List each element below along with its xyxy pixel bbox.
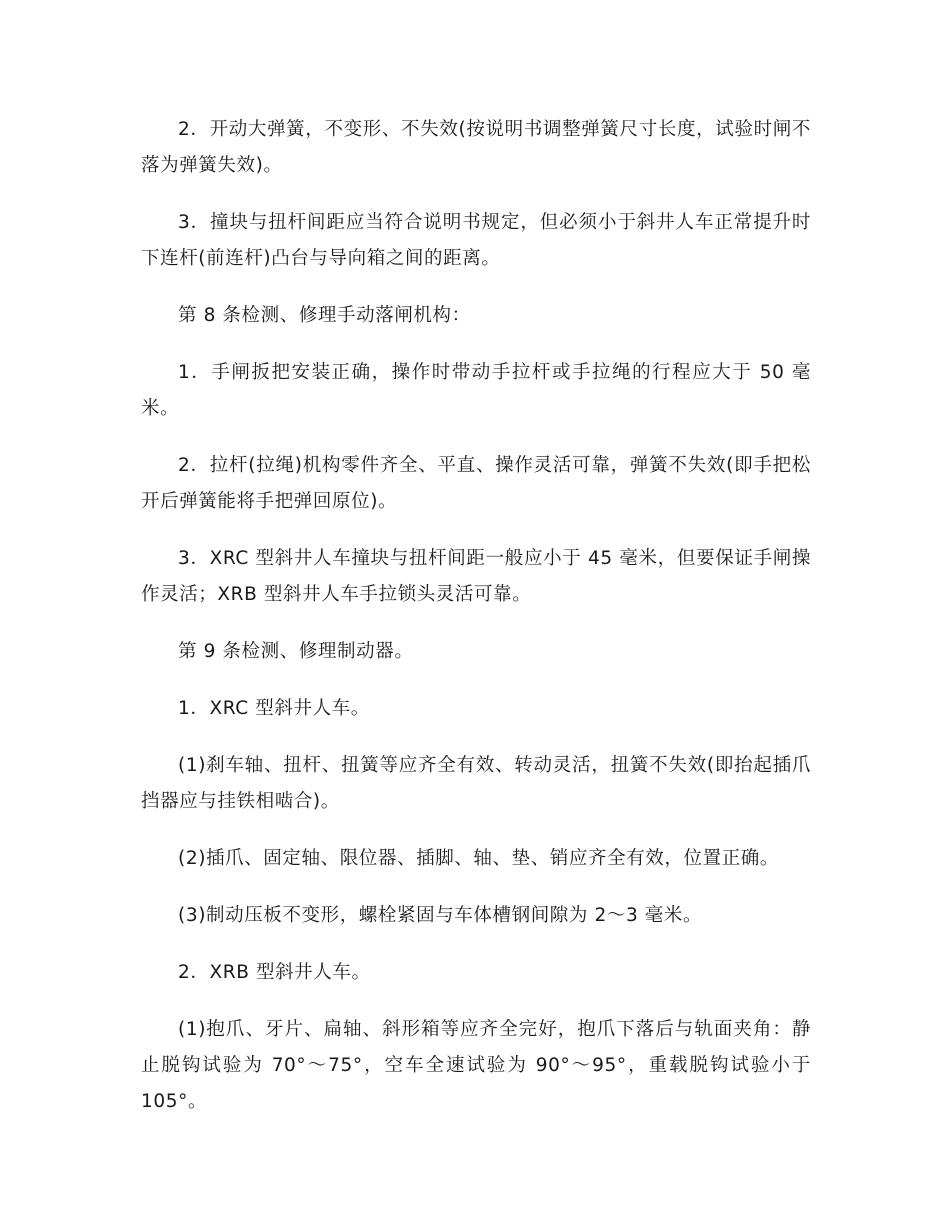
section-heading-article-8: 第 8 条检测、修理手动落闸机构： — [178, 305, 471, 326]
paragraph-xrc-xrb-spacing: 3．XRC 型斜井人车撞块与扭杆间距一般应小于 45 毫米，但要保证手闸操作灵活；XRB 型斜井人车手拉锁头灵活可靠。 — [141, 548, 811, 605]
document-body — [141, 112, 811, 1141]
paragraph-brake-plate: (3)制动压板不变形，螺栓紧固与车体槽钢间隙为 2～3 毫米。 — [178, 905, 703, 926]
paragraph-hand-brake-lever: 1．手闸扳把安装正确，操作时带动手拉杆或手拉绳的行程应大于 50 毫米。 — [141, 362, 811, 419]
paragraph-claw-components: (2)插爪、固定轴、限位器、插脚、轴、垫、销应齐全有效，位置正确。 — [178, 848, 780, 869]
paragraph-pull-rod-mechanism: 2．拉杆(拉绳)机构零件齐全、平直、操作灵活可靠，弹簧不失效(即手把松开后弹簧能将手把弹回原位)。 — [141, 455, 811, 512]
paragraph-brake-shaft: (1)刹车轴、扭杆、扭簧等应齐全有效、转动灵活，扭簧不失效(即抬起插爪挡器应与挂铁相啮合)。 — [141, 755, 811, 812]
paragraph-hold-claw-angles: (1)抱爪、牙片、扁轴、斜形箱等应齐全完好，抱爪下落后与轨面夹角：静止脱钩试验为 70°～75°，空车全速试验为 90°～95°，重载脱钩试验小于 105°。 — [141, 1019, 811, 1112]
subheading-xrc-car: 1．XRC 型斜井人车。 — [178, 698, 370, 719]
paragraph-spring-requirement: 2．开动大弹簧，不变形、不失效(按说明书调整弹簧尺寸长度，试验时闸不落为弹簧失效)。 — [141, 119, 811, 176]
subheading-xrb-car: 2．XRB 型斜井人车。 — [178, 962, 371, 983]
section-heading-article-9: 第 9 条检测、修理制动器。 — [178, 641, 414, 662]
paragraph-striker-distance: 3．撞块与扭杆间距应当符合说明书规定，但必须小于斜井人车正常提升时下连杆(前连杆)凸台与导向箱之间的距离。 — [141, 212, 811, 269]
